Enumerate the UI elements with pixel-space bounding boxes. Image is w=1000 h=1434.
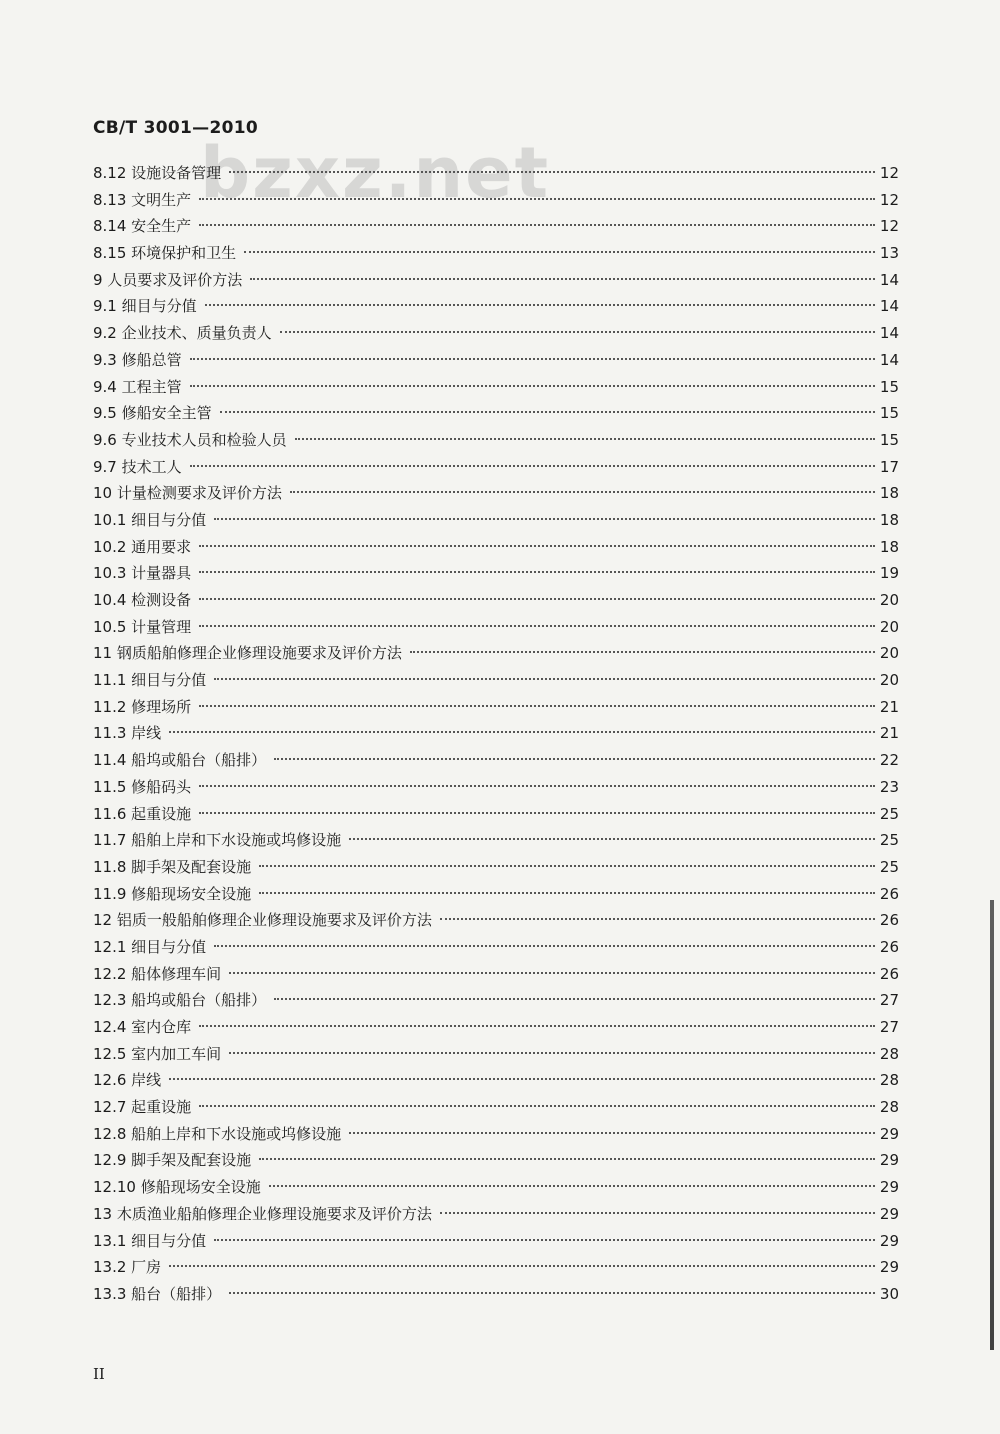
scan-edge-mark [990,900,994,1350]
toc-entry-label: 10.5 计量管理 [93,617,192,636]
toc-entry-page: 12 [879,217,899,236]
toc-leader-dots [169,1078,875,1080]
toc-entry[interactable] [93,267,899,294]
standard-code-header: CB/T 3001—2010 [93,118,258,138]
toc-leader-dots [269,1185,875,1187]
toc-leader-dots [190,385,875,387]
toc-entry[interactable] [93,1254,899,1281]
toc-entry[interactable] [93,374,899,401]
toc-entry[interactable] [93,774,899,801]
toc-entry-label: 11 钢质船舶修理企业修理设施要求及评价方法 [93,644,402,663]
toc-entry-page: 18 [879,537,899,556]
toc-entry[interactable] [93,534,899,561]
toc-entry-label: 13.3 船台（船排） [93,1284,222,1303]
toc-entry-label: 8.15 环境保护和卫生 [93,244,237,263]
toc-entry-label: 13.2 厂房 [93,1258,162,1277]
toc-entry-page: 20 [879,591,899,609]
toc-entry-page: 14 [879,350,899,369]
toc-entry[interactable] [93,1228,899,1255]
toc-leader-dots [410,651,875,653]
toc-entry-page: 25 [879,804,899,823]
toc-entry-label: 13 木质渔业船舶修理企业修理设施要求及评价方法 [93,1204,432,1223]
toc-entry[interactable] [93,1201,899,1228]
toc-entry-label: 12.4 室内仓库 [93,1018,192,1036]
toc-entry-page: 20 [879,617,899,636]
toc-entry-page: 28 [879,1071,899,1090]
toc-leader-dots [199,785,875,787]
toc-leader-dots [274,758,875,760]
toc-leader-dots [199,598,875,600]
toc-entry-page: 29 [879,1258,899,1277]
toc-entry-page: 23 [879,777,899,796]
toc-entry-page: 29 [879,1151,899,1170]
toc-entry[interactable] [93,854,899,881]
toc-entry[interactable] [93,427,899,454]
toc-entry[interactable] [93,1174,899,1201]
toc-entry[interactable] [93,614,899,641]
toc-entry[interactable] [93,934,899,961]
toc-entry-page: 25 [879,857,899,876]
toc-entry[interactable] [93,720,899,747]
toc-leader-dots [274,998,875,1000]
toc-entry-page: 28 [879,1098,899,1117]
toc-entry[interactable] [93,293,899,320]
toc-entry-page: 18 [879,510,899,529]
toc-entry[interactable] [93,881,899,908]
toc-entry-page: 27 [879,1018,899,1036]
toc-entry-label: 9.1 细目与分值 [93,297,197,316]
toc-entry[interactable] [93,507,899,534]
toc-leader-dots [244,251,875,253]
toc-entry[interactable] [93,347,899,374]
toc-leader-dots [199,625,875,627]
toc-entry-label: 11.6 起重设施 [93,804,192,823]
toc-leader-dots [169,1265,875,1267]
toc-entry-page: 20 [879,644,899,663]
toc-leader-dots [229,972,875,974]
toc-entry-label: 12.3 船坞或船台（船排） [93,991,267,1010]
toc-entry[interactable] [93,1041,899,1068]
toc-entry-page: 25 [879,831,899,850]
toc-entry-page: 26 [879,964,899,983]
toc-entry[interactable] [93,213,899,240]
toc-leader-dots [349,1132,875,1134]
toc-entry-page: 27 [879,991,899,1010]
toc-entry-label: 12 铝质一般船舶修理企业修理设施要求及评价方法 [93,911,432,930]
toc-entry-page: 21 [879,724,899,743]
toc-entry-label: 12.1 细目与分值 [93,937,207,956]
toc-entry-page: 26 [879,884,899,903]
toc-entry-label: 12.6 岸线 [93,1071,162,1090]
toc-leader-dots [199,812,875,814]
toc-entry-page: 15 [879,377,899,396]
toc-entry-page: 29 [879,1178,899,1197]
toc-leader-dots [295,438,875,440]
toc-leader-dots [199,571,875,573]
toc-entry-page: 17 [879,457,899,476]
toc-entry[interactable] [93,987,899,1014]
toc-entry-label: 10.3 计量器具 [93,564,192,583]
toc-leader-dots [190,358,875,360]
toc-leader-dots [199,224,875,226]
toc-entry-label: 10 计量检测要求及评价方法 [93,484,282,503]
toc-entry-label: 12.5 室内加工车间 [93,1044,222,1063]
toc-entry-page: 29 [879,1231,899,1250]
toc-entry[interactable] [93,587,899,614]
toc-leader-dots [169,731,875,733]
toc-entry-label: 13.1 细目与分值 [93,1231,207,1250]
toc-entry-page: 28 [879,1044,899,1063]
toc-entry-label: 12.10 修船现场安全设施 [93,1178,261,1197]
toc-entry[interactable] [93,160,899,187]
toc-leader-dots [199,545,875,547]
toc-entry[interactable] [93,667,899,694]
toc-leader-dots [214,518,875,520]
toc-entry[interactable] [93,187,899,214]
toc-leader-dots [229,1052,875,1054]
toc-entry-page: 26 [879,911,899,930]
toc-entry-label: 10.2 通用要求 [93,537,192,556]
toc-entry-page: 13 [879,244,899,263]
toc-entry-page: 14 [879,324,899,343]
toc-leader-dots [440,918,875,920]
toc-entry[interactable] [93,801,899,828]
toc-entry-page: 22 [879,751,899,770]
toc-leader-dots [259,865,875,867]
toc-leader-dots [199,705,875,707]
toc-entry-label: 9.2 企业技术、质量负责人 [93,324,272,343]
toc-entry[interactable] [93,907,899,934]
toc-entry-page: 15 [879,404,899,423]
toc-entry-label: 8.12 设施设备管理 [93,164,222,182]
toc-entry-label: 8.13 文明生产 [93,190,192,209]
page-number: II [93,1365,105,1383]
toc-entry-label: 11.3 岸线 [93,724,162,743]
toc-entry-page: 12 [879,164,899,182]
watermark: bzxz.net [200,132,551,214]
toc-entry-label: 12.7 起重设施 [93,1098,192,1117]
toc-entry[interactable] [93,747,899,774]
toc-entry-label: 11.2 修理场所 [93,697,192,716]
toc-entry-label: 11.1 细目与分值 [93,671,207,690]
toc-leader-dots [229,171,875,173]
toc-entry-page: 18 [879,484,899,503]
toc-entry-label: 9.5 修船安全主管 [93,404,212,423]
toc-entry[interactable] [93,560,899,587]
toc-leader-dots [214,945,875,947]
toc-entry[interactable] [93,454,899,481]
toc-entry[interactable] [93,1121,899,1148]
toc-leader-dots [229,1292,875,1294]
toc-entry[interactable] [93,1067,899,1094]
toc-leader-dots [199,1105,875,1107]
toc-entry[interactable] [93,694,899,721]
toc-entry-label: 9 人员要求及评价方法 [93,270,243,289]
toc-leader-dots [259,892,875,894]
toc-entry-label: 11.4 船坞或船台（船排） [93,751,267,770]
toc-entry-label: 9.3 修船总管 [93,350,182,369]
toc-leader-dots [214,678,875,680]
toc-entry[interactable] [93,961,899,988]
toc-entry-label: 12.9 脚手架及配套设施 [93,1151,252,1170]
toc-entry[interactable] [93,480,899,507]
toc-entry[interactable] [93,320,899,347]
toc-entry-label: 8.14 安全生产 [93,217,192,236]
toc-entry-page: 14 [879,270,899,289]
toc-entry[interactable] [93,827,899,854]
toc-leader-dots [349,838,875,840]
toc-entry-page: 26 [879,937,899,956]
toc-entry-page: 29 [879,1204,899,1223]
toc-entry-page: 29 [879,1124,899,1143]
toc-entry-label: 12.8 船舶上岸和下水设施或坞修设施 [93,1124,342,1143]
toc-entry[interactable] [93,1014,899,1041]
toc-leader-dots [214,1239,875,1241]
toc-entry[interactable] [93,640,899,667]
toc-leader-dots [280,331,875,333]
toc-entry[interactable] [93,1147,899,1174]
toc-entry-label: 9.7 技术工人 [93,457,182,476]
toc-entry-label: 10.1 细目与分值 [93,510,207,529]
toc-entry-label: 12.2 船体修理车间 [93,964,222,983]
toc-entry-label: 11.7 船舶上岸和下水设施或坞修设施 [93,831,342,850]
toc-leader-dots [205,304,875,306]
table-of-contents [93,160,899,1308]
toc-entry-label: 11.5 修船码头 [93,777,192,796]
toc-leader-dots [440,1212,875,1214]
toc-entry-label: 11.9 修船现场安全设施 [93,884,252,903]
toc-leader-dots [199,1025,875,1027]
toc-leader-dots [199,198,875,200]
toc-entry-page: 19 [879,564,899,583]
toc-entry-label: 9.6 专业技术人员和检验人员 [93,430,287,449]
toc-entry[interactable] [93,400,899,427]
toc-entry-page: 21 [879,697,899,716]
toc-entry-page: 12 [879,190,899,209]
toc-entry[interactable] [93,1281,899,1308]
toc-entry[interactable] [93,1094,899,1121]
toc-entry[interactable] [93,240,899,267]
toc-leader-dots [220,411,875,413]
toc-entry-page: 14 [879,297,899,316]
toc-entry-page: 30 [879,1284,899,1303]
toc-leader-dots [250,278,875,280]
toc-leader-dots [190,465,875,467]
toc-entry-label: 10.4 检测设备 [93,591,192,609]
toc-leader-dots [259,1158,875,1160]
toc-leader-dots [290,491,875,493]
toc-entry-page: 20 [879,671,899,690]
toc-entry-label: 11.8 脚手架及配套设施 [93,857,252,876]
toc-entry-label: 9.4 工程主管 [93,377,182,396]
toc-entry-page: 15 [879,430,899,449]
